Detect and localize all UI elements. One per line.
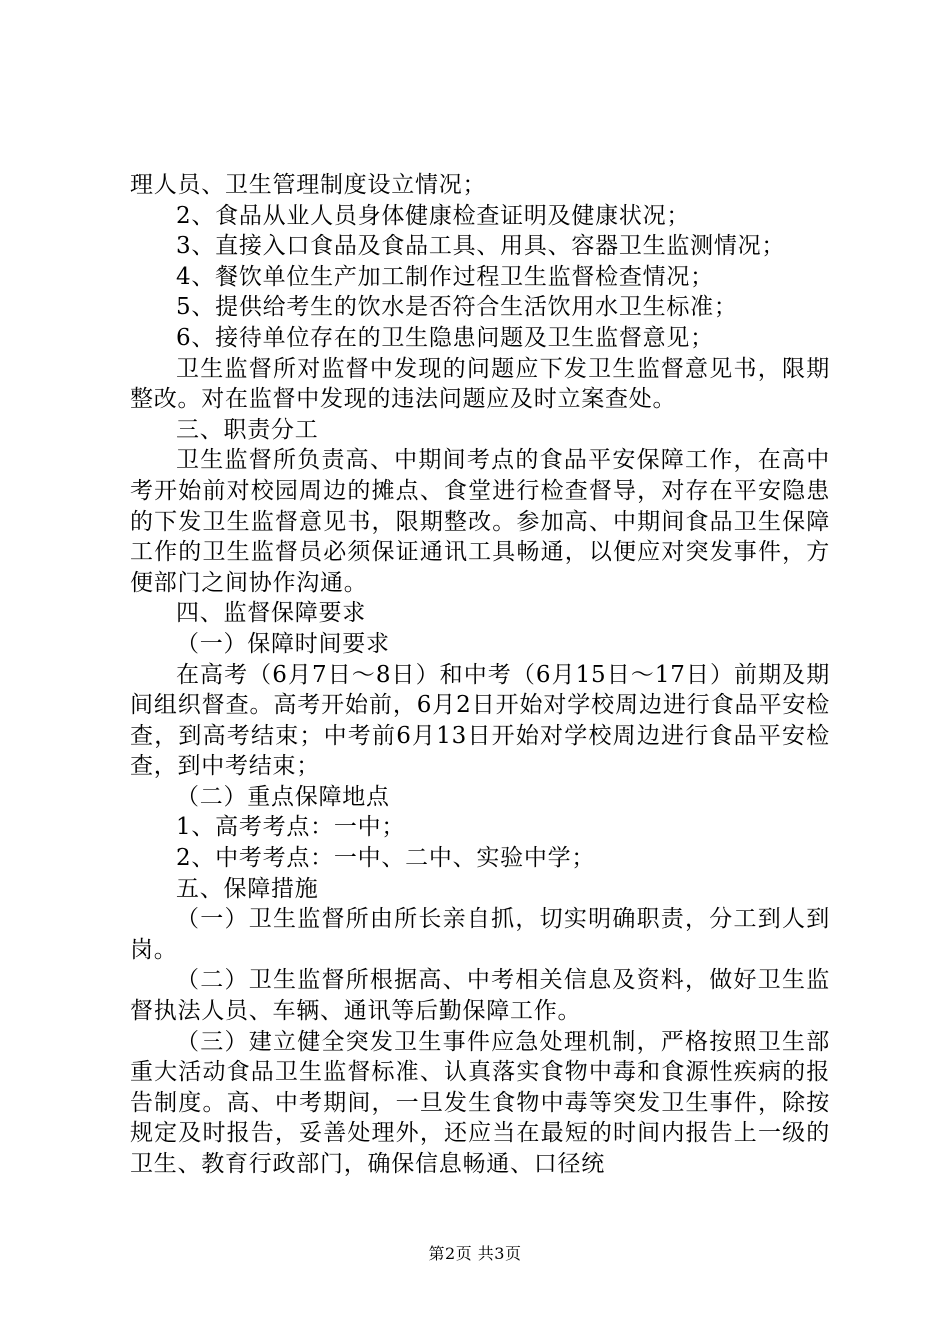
paragraph-18: （二）卫生监督所根据高、中考相关信息及资料，做好卫生监督执法人员、车辆、通讯等后勤保障工作。 — [130, 967, 830, 1025]
document-body — [130, 170, 830, 1180]
section-heading-5: 五、保障措施 — [176, 875, 319, 902]
paragraph-1: 理人员、卫生管理制度设立情况； — [130, 172, 487, 198]
section-heading-3: 三、职责分工 — [176, 416, 319, 443]
paragraph-4: 4、餐饮单位生产加工制作过程卫生监督检查情况； — [176, 263, 714, 290]
section-heading-4: 四、监督保障要求 — [176, 600, 366, 627]
page-footer — [0, 1244, 950, 1264]
paragraph-6: 6、接待单位存在的卫生隐患问题及卫生监督意见； — [176, 324, 714, 351]
paragraph-2: 2、食品从业人员身体健康检查证明及健康状况； — [176, 202, 691, 229]
paragraph-7: 卫生监督所对监督中发现的问题应下发卫生监督意见书，限期整改。对在监督中发现的违法问题应及时立案查处。 — [130, 355, 830, 413]
subheading-locations: （二）重点保障地点 — [176, 783, 390, 810]
subheading-time: （一）保障时间要求 — [176, 630, 390, 657]
paragraph-3: 3、直接入口食品及食品工具、用具、容器卫生监测情况； — [176, 233, 786, 260]
paragraph-12: 在高考（6月7日～8日）和中考（6月15日～17日）前期及期间组织督查。高考开始前，6月2日开始对学校周边进行食品平安检查，到高考结束；中考前6月13日开始对学校周边进行食品平安检查，到中考结束； — [130, 661, 830, 780]
paragraph-14: 1、高考考点：一中； — [176, 814, 406, 841]
page-number-label: 第2页 共3页 — [428, 1244, 522, 1263]
paragraph-15: 2、中考考点：一中、二中、实验中学； — [176, 845, 596, 872]
paragraph-17: （一）卫生监督所由所长亲自抓，切实明确职责，分工到人到岗。 — [130, 906, 830, 963]
paragraph-5: 5、提供给考生的饮水是否符合生活饮用水卫生标准； — [176, 294, 738, 321]
paragraph-19: （三）建立健全突发卫生事件应急处理机制，严格按照卫生部重大活动食品卫生监督标准、认真落实食物中毒和食源性疾病的报告制度。高、中考期间，一旦发生食物中毒等突发卫生事件，除按规定及时报告，妥善处理外，还应当在最短的时间内报告上一级的卫生、教育行政部门，确保信息畅通、口径统 — [130, 1028, 830, 1177]
paragraph-9: 卫生监督所负责高、中期间考点的食品平安保障工作，在高中考开始前对校园周边的摊点、食堂进行检查督导，对存在平安隐患的下发卫生监督意见书，限期整改。参加高、中期间食品卫生保障工作的卫生监督员必须保证通讯工具畅通，以便应对突发事件，方便部门之间协作沟通。 — [130, 447, 830, 596]
